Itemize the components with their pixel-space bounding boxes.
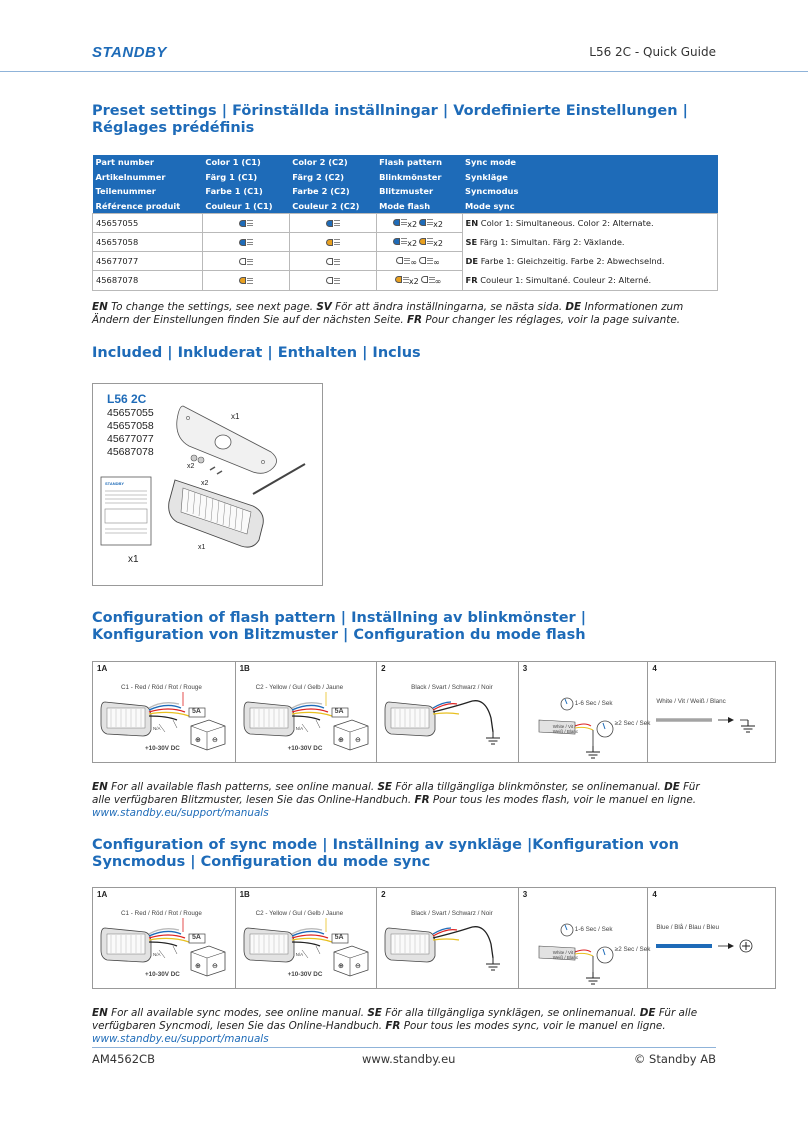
step-number: 4: [652, 890, 657, 899]
wire-label: C1 - Red / Röd / Rot / Rouge: [121, 684, 202, 691]
column-header: Teilenummer: [93, 184, 203, 199]
config-panel-p1a: [93, 888, 236, 988]
sync-mode-cell: EN Color 1: Simultaneous. Color 2: Alternate. SE Färg 1: Simultan. Färg 2: Växlande. DE Farbe 1: Gleichzeitig. Farbe 2: Abwechselnd. FR Couleur 1: Simultané. Couleur 2: Alterné.: [462, 213, 717, 290]
wiring-diagram: [648, 888, 775, 988]
step-number: 4: [652, 664, 657, 673]
column-header: Color 2 (C2): [289, 155, 376, 170]
light-color-icon: [393, 217, 407, 227]
svg-text:⊖: ⊖: [354, 737, 361, 744]
fuse-label: 5A: [192, 934, 201, 941]
step-number: 1A: [97, 890, 108, 899]
preset-table: [92, 155, 718, 291]
light-color-icon: [419, 236, 433, 246]
color2-cell: [289, 252, 376, 271]
timing-label: ≥2 Sec / Sek: [614, 720, 651, 727]
light-color-icon: [421, 274, 435, 284]
svg-text:⊕: ⊕: [337, 737, 344, 744]
column-header: Blitzmuster: [376, 184, 462, 199]
na-label: N/A: [153, 952, 161, 957]
footer-divider: [92, 1047, 716, 1048]
svg-text:x2: x2: [201, 480, 209, 487]
light-color-icon: [419, 255, 433, 265]
column-header: Färg 1 (C1): [202, 170, 289, 185]
svg-text:x1: x1: [198, 544, 206, 551]
manuals-link[interactable]: www.standby.eu/support/manuals: [92, 1033, 269, 1045]
footer-website[interactable]: www.standby.eu: [362, 1052, 456, 1066]
column-header: Färg 2 (C2): [289, 170, 376, 185]
column-header: Mode sync: [462, 199, 717, 214]
svg-text:x1: x1: [128, 554, 139, 565]
wiring-diagram: [377, 888, 519, 988]
column-header: Farbe 1 (C1): [202, 184, 289, 199]
table-header-row: [93, 199, 718, 214]
step-number: 3: [522, 664, 528, 673]
light-color-icon: [326, 218, 340, 228]
config-panel-p3: [519, 662, 649, 762]
light-color-icon: [239, 237, 253, 247]
step-number: 1B: [239, 664, 250, 673]
step-number: 2: [381, 664, 386, 673]
table-header-row: [93, 155, 718, 170]
voltage-label: +10-30V DC: [287, 745, 323, 752]
manuals-link[interactable]: www.standby.eu/support/manuals: [92, 807, 269, 819]
footer-copyright: © Standby AB: [633, 1052, 716, 1066]
lighthead-icon: [169, 464, 305, 547]
column-header: Couleur 1 (C1): [202, 199, 289, 214]
flash-config-heading: Configuration of flash pattern | Inställning av blinkmönster | Konfiguration von Blitzmuster | Configuration du mode flash: [92, 610, 587, 643]
config-panel-p1a: [93, 662, 236, 762]
step-number: 1A: [97, 664, 108, 673]
timing-label: ≥2 Sec / Sek: [614, 946, 651, 953]
column-header: Part number: [93, 155, 203, 170]
included-part-list: 45657055 45657058 45677077 45687078: [107, 407, 154, 458]
table-row: [93, 213, 718, 232]
wire-label: White / Vit / Weiß / Blanc: [552, 950, 579, 960]
voltage-label: +10-30V DC: [287, 971, 323, 978]
step-number: 2: [381, 890, 386, 899]
svg-text:x2: x2: [187, 463, 195, 470]
wire-label: White / Vit / Weiß / Blanc: [656, 698, 726, 705]
column-header: Référence produit: [93, 199, 203, 214]
na-label: N/A: [295, 726, 304, 731]
wire-label: Black / Svart / Schwarz / Noir: [411, 910, 493, 917]
sync-config-note: EN For all available sync modes, see online manual. SE För alla tillgängliga synklägen, se onlinemanual. DE Für alle verfügbaren Syncmodi, lesen Sie das Online-Handbuch. FR Pour tous les modes sync, voir le manuel en ligne. www.standby.eu/support/manuals: [92, 1007, 698, 1045]
fuse-label: 5A: [334, 708, 344, 715]
column-header: Artikelnummer: [93, 170, 203, 185]
config-panel-p4: [648, 888, 775, 988]
part-number: 45657058: [93, 232, 203, 251]
flash-pattern-cell: x2 x2: [376, 213, 462, 232]
config-panel-p1b: [236, 888, 378, 988]
wire-label: C2 - Yellow / Gul / Gelb / Jaune: [255, 910, 344, 917]
na-label: N/A: [153, 726, 161, 731]
svg-text:⊕: ⊕: [195, 737, 201, 744]
column-header: Mode flash: [376, 199, 462, 214]
flash-pattern-cell: x2 x2: [376, 232, 462, 251]
svg-text:⊖: ⊖: [354, 963, 361, 970]
column-header: Couleur 2 (C2): [289, 199, 376, 214]
wire-label: C2 - Yellow / Gul / Gelb / Jaune: [255, 684, 344, 691]
svg-text:STANDBY: STANDBY: [105, 481, 125, 486]
light-color-icon: [326, 275, 340, 285]
color1-cell: [202, 271, 289, 290]
wiring-diagram: [377, 662, 519, 762]
included-figure: [92, 383, 323, 586]
light-color-icon: [239, 275, 253, 285]
color2-cell: [289, 271, 376, 290]
column-header: Blinkmönster: [376, 170, 462, 185]
fuse-label: 5A: [334, 934, 344, 941]
wire-label: White / Vit / Weiß / Blanc: [552, 724, 579, 734]
wire-label: Black / Svart / Schwarz / Noir: [411, 684, 493, 691]
wiring-diagram: [519, 662, 649, 762]
wiring-diagram: [519, 888, 649, 988]
light-color-icon: [326, 237, 340, 247]
document-title: L56 2C - Quick Guide: [589, 45, 716, 59]
page-header: [0, 0, 808, 72]
flash-config-note: EN For all available flash patterns, see online manual. SE För alla tillgängliga blinkmönster, se onlinemanual. DE Für alle verfügbaren Blitzmuster, lesen Sie das Online-Handbuch. FR Pour tous les modes flash, voir le manuel en ligne. www.standby.eu/support/manuals: [92, 781, 700, 819]
color1-cell: [202, 232, 289, 251]
voltage-label: +10-30V DC: [145, 745, 180, 752]
light-color-icon: [393, 236, 407, 246]
voltage-label: +10-30V DC: [145, 971, 180, 978]
flash-config-panels: [92, 661, 776, 763]
light-color-icon: [395, 274, 409, 284]
timing-label: 1-6 Sec / Sek: [574, 926, 613, 933]
svg-text:⊕: ⊕: [337, 963, 344, 970]
step-number: 1B: [239, 890, 250, 899]
flash-pattern-cell: x2 ∞: [376, 271, 462, 290]
config-panel-p2: [377, 888, 519, 988]
part-number: 45657055: [93, 213, 203, 232]
config-panel-p4: [648, 662, 775, 762]
sync-config-heading: Configuration of sync mode | Inställning av synkläge |Konfiguration von Syncmodus | Configuration du mode sync: [92, 837, 679, 870]
column-header: Color 1 (C1): [202, 155, 289, 170]
column-header: Farbe 2 (C2): [289, 184, 376, 199]
header-divider: [0, 71, 808, 72]
color1-cell: [202, 213, 289, 232]
preset-heading: Preset settings | Förinställda inställningar | Vordefinierte Einstellungen | Réglages prédéfinis: [92, 103, 688, 136]
flash-pattern-cell: ∞ ∞: [376, 252, 462, 271]
timing-label: 1-6 Sec / Sek: [574, 700, 613, 707]
column-header: Flash pattern: [376, 155, 462, 170]
standby-logo: STANDBY: [92, 44, 167, 61]
wire-label: C1 - Red / Röd / Rot / Rouge: [121, 910, 202, 917]
wiring-diagram: [648, 662, 775, 762]
wire-label: Blue / Blå / Blau / Bleu: [656, 924, 720, 931]
svg-text:⊖: ⊖: [212, 963, 218, 970]
color2-cell: [289, 232, 376, 251]
light-color-icon: [326, 256, 340, 266]
part-number: 45677077: [93, 252, 203, 271]
light-color-icon: [419, 217, 433, 227]
svg-text:x1: x1: [231, 412, 240, 421]
preset-note: EN To change the settings, see next page. SV För att ändra inställningarna, se nästa sida. DE Informationen zum Ändern der Einstellungen finden Sie auf der nächsten Seite. FR Pour changer les réglages, voir la page suivante.: [92, 301, 684, 326]
column-header: Syncmodus: [462, 184, 717, 199]
light-color-icon: [396, 255, 410, 265]
color2-cell: [289, 213, 376, 232]
column-header: Synkläge: [462, 170, 717, 185]
config-panel-p2: [377, 662, 519, 762]
table-header-row: [93, 184, 718, 199]
model-name: L56 2C: [107, 392, 147, 406]
included-heading: Included | Inkluderat | Enthalten | Inclus: [92, 345, 421, 361]
sync-config-panels: [92, 887, 776, 989]
svg-text:⊕: ⊕: [195, 963, 201, 970]
footer-doc-code: AM4562CB: [92, 1052, 155, 1066]
step-number: 3: [522, 890, 528, 899]
svg-text:⊖: ⊖: [212, 737, 218, 744]
color1-cell: [202, 252, 289, 271]
part-number: 45687078: [93, 271, 203, 290]
fuse-label: 5A: [192, 708, 201, 715]
table-header-row: [93, 170, 718, 185]
manual-icon: [101, 477, 151, 545]
config-panel-p1b: [236, 662, 378, 762]
na-label: N/A: [295, 952, 304, 957]
column-header: Sync mode: [462, 155, 717, 170]
light-color-icon: [239, 218, 253, 228]
config-panel-p3: [519, 888, 649, 988]
light-color-icon: [239, 256, 253, 266]
